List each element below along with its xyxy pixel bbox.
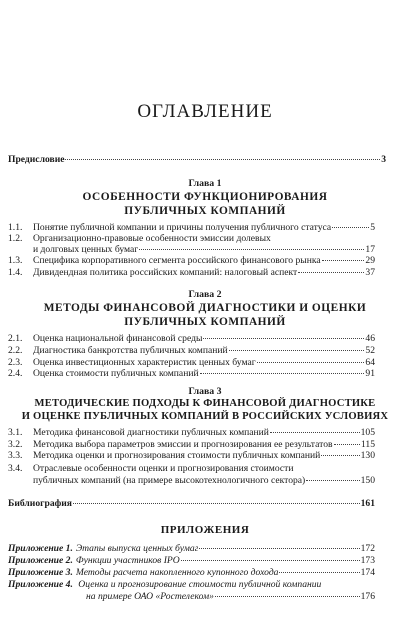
- page-title: ОГЛАВЛЕНИЕ: [137, 101, 273, 122]
- chapter3-label: Глава 3: [188, 386, 222, 397]
- page-number: 150: [360, 475, 375, 486]
- chapter2-title-line1: МЕТОДЫ ФИНАНСОВОЙ ДИАГНОСТИКИ И ОЦЕНКИ: [43, 302, 367, 314]
- leader-dots: [279, 571, 359, 573]
- section-title: Методика финансовой диагностики публичных компаний: [33, 427, 269, 438]
- section-title: Оценка национальной финансовой среды: [33, 333, 203, 344]
- section-number: 2.3.: [8, 357, 23, 368]
- toc-appendix-4[interactable]: [86, 591, 375, 602]
- appendix-label: Приложение 4.: [8, 579, 73, 590]
- toc-appendix-3[interactable]: [8, 567, 375, 578]
- appendix-title: Оценка и прогнозирование стоимости публичной компании: [78, 579, 322, 590]
- toc-bibliography[interactable]: [8, 498, 375, 509]
- page-number: 46: [365, 333, 375, 344]
- toc-section-1-1[interactable]: [8, 222, 375, 233]
- appendix-label: Приложение 3.: [8, 567, 73, 578]
- toc-section-2-4[interactable]: [8, 368, 375, 379]
- chapter2-title-line2: ПУБЛИЧНЫХ КОМПАНИЙ: [124, 316, 286, 328]
- leader-dots: [65, 158, 380, 160]
- leader-dots: [298, 271, 364, 273]
- toc-appendix-2[interactable]: [8, 555, 375, 566]
- toc-section-3-4[interactable]: [33, 475, 375, 486]
- leader-dots: [306, 479, 359, 481]
- section-number: 1.4.: [8, 267, 23, 278]
- page-number: 64: [365, 357, 375, 368]
- leader-dots: [332, 226, 369, 228]
- section-title: Оценка инвестиционных характеристик ценных бумаг: [33, 357, 256, 368]
- toc-section-2-1[interactable]: [8, 333, 375, 344]
- page-number: 173: [360, 555, 375, 566]
- section-number: 3.1.: [8, 427, 23, 438]
- page-number: 29: [365, 255, 375, 266]
- appendix-title: Методы расчета накопленного купонного дохода: [75, 567, 279, 578]
- section-number: 2.4.: [8, 368, 23, 379]
- leader-dots: [139, 248, 364, 250]
- toc-section-3-2[interactable]: [8, 439, 375, 450]
- toc-section-3-4-line1[interactable]: Отраслевые особенности оценки и прогнозирования стоимости: [33, 463, 294, 474]
- section-title: Методика оценки и прогнозирования стоимости публичных компаний: [33, 450, 321, 461]
- section-number: 3.2.: [8, 439, 23, 450]
- chapter2-label: Глава 2: [188, 289, 222, 300]
- page-number: 5: [370, 222, 375, 233]
- section-title: Дивидендная политика российских компаний: налоговый аспект: [33, 267, 298, 278]
- appendices-title: ПРИЛОЖЕНИЯ: [160, 524, 250, 536]
- page-number: 161: [360, 498, 375, 509]
- page-number: 174: [360, 567, 375, 578]
- section-number: 1.2.: [8, 233, 23, 244]
- section-title: Специфика корпоративного сегмента российского финансового рынка: [33, 255, 321, 266]
- chapter1-title-line2: ПУБЛИЧНЫХ КОМПАНИЙ: [124, 205, 286, 217]
- page-number: 115: [360, 439, 375, 450]
- appendix-label: Приложение 2.: [8, 555, 73, 566]
- page-number: 91: [365, 368, 375, 379]
- leader-dots: [215, 595, 360, 597]
- section-title: публичных компаний (на примере высокотехнологичного сектора): [33, 475, 306, 486]
- chapter3-title-line2: И ОЦЕНКЕ ПУБЛИЧНЫХ КОМПАНИЙ В РОССИЙСКИХ УСЛОВИЯХ: [21, 411, 389, 422]
- page-number: 17: [365, 244, 375, 255]
- leader-dots: [200, 372, 365, 374]
- appendix-title: Функции участников IPO: [75, 555, 180, 566]
- leader-dots: [203, 337, 364, 339]
- toc-section-2-3[interactable]: [8, 357, 375, 368]
- leader-dots: [73, 502, 360, 504]
- section-number: 2.1.: [8, 333, 23, 344]
- toc-section-2-2[interactable]: [8, 345, 375, 356]
- page-number: 176: [360, 591, 375, 602]
- section-number: 1.1.: [8, 222, 23, 233]
- toc-section-3-3[interactable]: [8, 450, 375, 461]
- page-number: 37: [365, 267, 375, 278]
- leader-dots: [181, 559, 360, 561]
- toc-appendix-1[interactable]: [8, 543, 375, 554]
- chapter1-title-line1: ОСОБЕННОСТИ ФУНКЦИОНИРОВАНИЯ: [82, 191, 328, 203]
- toc-section-1-4[interactable]: [8, 267, 375, 278]
- toc-section-3-1[interactable]: [8, 427, 375, 438]
- page-number: 3: [381, 154, 386, 165]
- section-number: 3.4.: [8, 463, 23, 474]
- leader-dots: [321, 454, 359, 456]
- leader-dots: [322, 259, 365, 261]
- section-number: 1.3.: [8, 255, 23, 266]
- section-title: Методика выбора параметров эмиссии и прогнозирования ее результатов: [33, 439, 333, 450]
- toc-preface[interactable]: [8, 154, 386, 165]
- toc-section-1-3[interactable]: [8, 255, 375, 266]
- toc-section-1-2[interactable]: [33, 244, 375, 255]
- appendix-title-cont: на примере ОАО «Ростелеком»: [86, 591, 214, 602]
- leader-dots: [257, 361, 365, 363]
- page-number: 172: [360, 543, 375, 554]
- appendix-label: Приложение 1.: [8, 543, 73, 554]
- leader-dots: [199, 547, 359, 549]
- page-number: 52: [365, 345, 375, 356]
- toc-appendix-4-line1[interactable]: [8, 579, 321, 590]
- leader-dots: [334, 443, 360, 445]
- section-title: Понятие публичной компании и причины получения публичного статуса: [33, 222, 332, 233]
- chapter1-label: Глава 1: [188, 178, 222, 189]
- section-title: Диагностика банкротства публичных компаний: [33, 345, 228, 356]
- section-title: Оценка стоимости публичных компаний: [33, 368, 199, 379]
- toc-section-1-2-line1[interactable]: Организационно-правовые особенности эмиссии долевых: [33, 233, 271, 244]
- section-number: 2.2.: [8, 345, 23, 356]
- preface-label: Предисловие: [8, 154, 65, 165]
- appendix-title: Этапы выпуска ценных бумаг: [75, 543, 199, 554]
- page-number: 105: [360, 427, 375, 438]
- page-number: 130: [360, 450, 375, 461]
- section-number: 3.3.: [8, 450, 23, 461]
- leader-dots: [270, 431, 360, 433]
- bibliography-label: Библиография: [8, 498, 72, 509]
- leader-dots: [229, 349, 365, 351]
- chapter3-title-line1: МЕТОДИЧЕСКИЕ ПОДХОДЫ К ФИНАНСОВОЙ ДИАГНОСТИКЕ: [34, 398, 376, 409]
- section-title: и долговых ценных бумаг: [33, 244, 139, 255]
